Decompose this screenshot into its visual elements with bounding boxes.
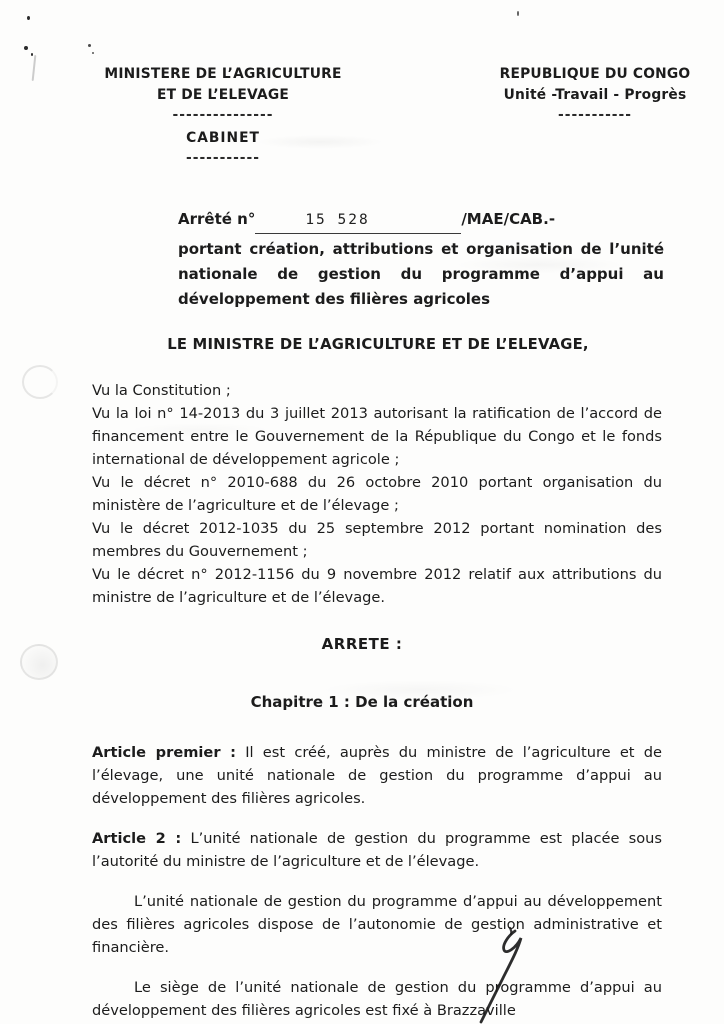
decree-number-label: Arrêté n°: [178, 210, 256, 228]
ministry-name-line1: MINISTERE DE L’AGRICULTURE: [104, 66, 342, 82]
article-text: Il est créé, auprès du ministre de l’agriculture et de l’élevage, une unité nationale de gestion du programme d’appui au développement des filières agricoles.: [92, 744, 662, 807]
national-motto: Unité -Travail - Progrès: [503, 87, 687, 103]
punch-hole: [22, 365, 58, 399]
articles-section: [92, 741, 662, 1022]
visa-paragraph: Vu le décret 2012-1035 du 25 septembre 2012 portant nomination des membres du Gouvernement ;: [92, 520, 662, 560]
article-paragraph: [92, 827, 662, 873]
visa-paragraph: Vu le décret n° 2012-1156 du 9 novembre 2012 relatif aux attributions du ministre de l’agriculture et de l’élevage.: [92, 566, 662, 606]
article-lead: Article 2 :: [92, 830, 182, 847]
subject-block: [178, 207, 664, 312]
article-paragraph: [92, 890, 662, 959]
republic-name: REPUBLIQUE DU CONGO: [499, 66, 691, 82]
republic-block: [492, 64, 698, 167]
article-text: Le siège de l’unité nationale de gestion du programme d’appui au développement des filières agricoles est fixé à Brazzaville: [92, 979, 662, 1019]
article-paragraph: [92, 741, 662, 810]
ministry-name-line2: ET DE L’ELEVAGE: [157, 87, 289, 103]
article-text: L’unité nationale de gestion du programme d’appui au développement des filières agricoles dispose de l’autonomie de gestion administrative et financière.: [92, 893, 662, 956]
decree-subject: portant création, attributions et organisation de l’unité nationale de gestion du programme d’appui au développement des filières agricoles: [178, 240, 664, 308]
article-text: L’unité nationale de gestion du programme est placée sous l’autorité du ministre de l’agriculture et de l’élevage.: [92, 830, 663, 870]
decree-number-suffix: /MAE/CAB.-: [461, 210, 556, 228]
cabinet-label: CABINET: [186, 130, 260, 146]
dashed-divider: ---------------: [172, 107, 274, 123]
letterhead: [0, 0, 724, 167]
decree-number-field: [255, 208, 461, 234]
decree-number-line: [178, 207, 664, 234]
decision-heading: ARRETE :: [321, 635, 403, 653]
dashed-divider: -----------: [186, 150, 260, 166]
visa-section: [92, 379, 662, 609]
article-lead: Article premier :: [92, 744, 237, 761]
article-paragraph: [92, 976, 662, 1022]
decree-number-value: 15 528: [305, 212, 370, 228]
dashed-divider: -----------: [558, 107, 632, 123]
visa-paragraph: Vu la loi n° 14-2013 du 3 juillet 2013 autorisant la ratification de l’accord de financement entre le Gouvernement de la République du Congo et le fonds international de développement agricole ;: [92, 405, 662, 468]
visa-paragraph: Vu le décret n° 2010-688 du 26 octobre 2010 portant organisation du ministère de l’agriculture et de l’élevage ;: [92, 474, 662, 514]
minister-heading: LE MINISTRE DE L’AGRICULTURE ET DE L’ELEVAGE,: [167, 336, 589, 353]
ministry-block: [104, 64, 342, 167]
chapter-heading: Chapitre 1 : De la création: [250, 693, 474, 711]
visa-paragraph: Vu la Constitution ;: [92, 382, 231, 399]
